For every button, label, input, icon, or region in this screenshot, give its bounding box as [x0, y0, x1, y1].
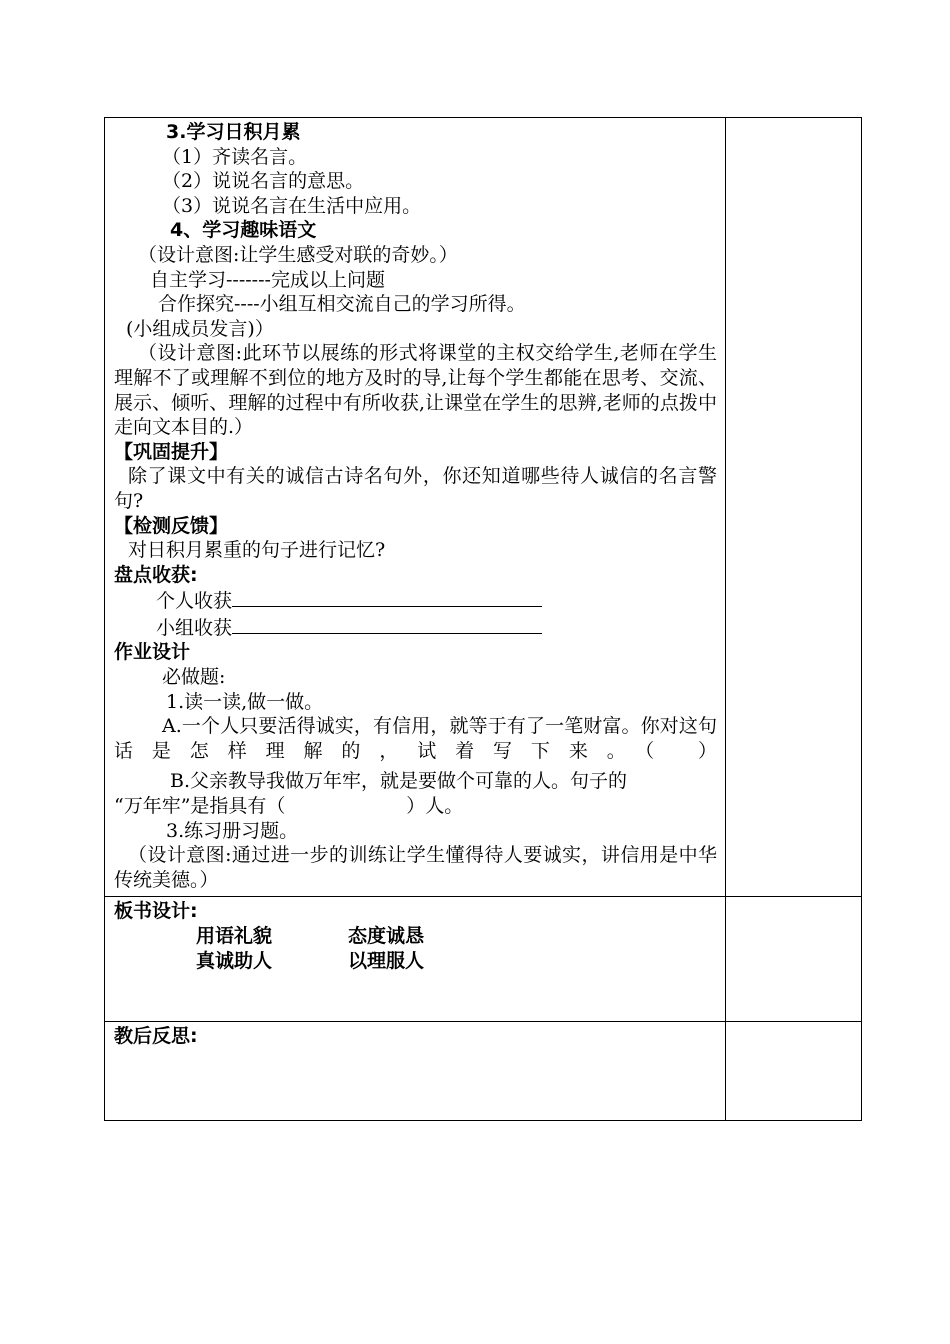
- reflection-cell: [105, 1022, 726, 1121]
- side-cell: [726, 897, 862, 1022]
- consolidate-heading: 【巩固提升】: [114, 440, 229, 463]
- section-3-item: （2）说说名言的意思。: [162, 170, 365, 193]
- board-phrase: 以理服人: [348, 949, 425, 972]
- content-row: [105, 118, 862, 897]
- board-cell: [105, 897, 726, 1022]
- group-harvest-label: 小组收获: [156, 616, 233, 639]
- feedback-heading: 【检测反馈】: [114, 514, 229, 537]
- section-3-item: （1）齐读名言。: [162, 145, 308, 168]
- board-line-1: [114, 924, 717, 949]
- homework-required: 必做题:: [162, 666, 226, 689]
- board-phrase: 用语礼貌: [196, 925, 273, 947]
- lesson-plan-table: [104, 117, 862, 1121]
- homework-item-3: 3.练习册习题。: [166, 819, 299, 842]
- homework-heading: 作业设计: [114, 641, 191, 664]
- reflection-row: [105, 1022, 862, 1121]
- homework-item-a: A.一个人只要活得诚实，有信用，就等于有了一笔财富。你对这句话是怎样理解的，试着写下来。（ ）: [114, 715, 717, 762]
- harvest-heading: 盘点收获:: [114, 563, 198, 586]
- group-harvest-line: [114, 614, 717, 641]
- board-heading: 板书设计:: [114, 900, 198, 923]
- group-speak-line: (小组成员发言)）: [126, 317, 274, 340]
- feedback-question: 对日积月累重的句子进行记忆?: [128, 539, 386, 562]
- board-phrase: 真诚助人: [196, 949, 273, 972]
- content-cell: [105, 118, 726, 897]
- homework-item-b-line1: B.父亲教导我做万年牢，就是要做个可靠的人。句子的: [170, 770, 628, 793]
- self-study-line: 自主学习-------完成以上问题: [150, 268, 385, 291]
- section-4-title: 4、学习趣味语文: [170, 219, 317, 242]
- section-3-item: （3）说说名言在生活中应用。: [162, 194, 422, 217]
- section-4-intent: （设计意图:让学生感受对联的奇妙。）: [138, 243, 458, 266]
- homework-design-intent: （设计意图:通过进一步的训练让学生懂得待人要诚实，讲信用是中华传统美德。）: [114, 844, 717, 891]
- group-harvest-blank: [232, 614, 542, 634]
- consolidate-question: 除了课文中有关的诚信古诗名句外，你还知道哪些待人诚信的名言警句?: [114, 465, 717, 512]
- homework-item-1: 1.读一读,做一做。: [166, 690, 324, 713]
- reflection-heading: 教后反思:: [114, 1025, 198, 1048]
- board-line-2: [114, 949, 717, 974]
- board-phrase: 态度诚恳: [348, 925, 425, 947]
- design-intent-paragraph: （设计意图:此环节以展练的形式将课堂的主权交给学生,老师在学生理解不了或理解不到位的地方及时的导,让每个学生都能在思考、交流、展示、倾听、理解的过程中有所收获,让课堂在学生的思辨,老师的点拨中走向文本目的.）: [114, 342, 717, 439]
- side-cell: [726, 1022, 862, 1121]
- cooperation-line: 合作探究----小组互相交流自己的学习所得。: [158, 293, 526, 316]
- side-cell: [726, 118, 862, 897]
- section-3-title: 3.学习日积月累: [166, 121, 301, 143]
- homework-item-b-line2: “万年牢”是指具有（ ）人。: [114, 795, 464, 818]
- personal-harvest-label: 个人收获: [156, 590, 233, 613]
- personal-harvest-blank: [232, 587, 542, 607]
- personal-harvest-line: [114, 587, 717, 614]
- board-row: [105, 897, 862, 1022]
